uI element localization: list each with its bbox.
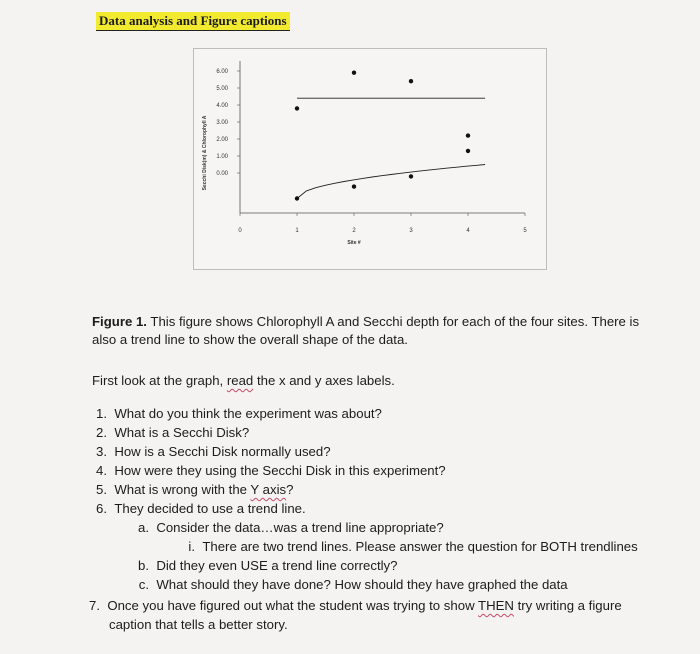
question-number: 5. bbox=[96, 482, 107, 497]
trendline-curve bbox=[297, 165, 485, 199]
scatter-chart bbox=[194, 49, 546, 269]
question-number: 4. bbox=[96, 463, 107, 478]
question-number: 3. bbox=[96, 444, 107, 459]
data-point bbox=[295, 196, 299, 200]
question-text-after: ? bbox=[286, 482, 294, 497]
question-number: 6. bbox=[96, 501, 107, 516]
data-point bbox=[352, 71, 356, 75]
question-5 bbox=[88, 481, 293, 499]
x-tick-label: 3 bbox=[409, 228, 413, 234]
data-point bbox=[409, 174, 413, 178]
question-7 bbox=[88, 597, 622, 615]
question-text: They decided to use a trend line. bbox=[114, 501, 306, 516]
y-tick-label: 0.00 bbox=[216, 171, 228, 177]
question-number: 2. bbox=[96, 425, 107, 440]
figure-caption bbox=[92, 313, 682, 349]
question-text-mark: Y axis bbox=[250, 482, 287, 497]
y-tick-label: 1.00 bbox=[216, 154, 228, 160]
question-text: What do you think the experiment was about? bbox=[114, 406, 382, 421]
data-point bbox=[466, 133, 470, 137]
question-text: Did they even USE a trend line correctly? bbox=[156, 558, 398, 573]
question-6 bbox=[88, 500, 306, 518]
question-6c bbox=[133, 576, 568, 594]
question-4 bbox=[88, 462, 446, 480]
question-text-after: try writing a figure bbox=[513, 598, 622, 613]
question-text: How were they using the Secchi Disk in this experiment? bbox=[114, 463, 446, 478]
question-text: There are two trend lines. Please answer the question for BOTH trendlines bbox=[202, 539, 638, 554]
question-text-before: Once you have figured out what the student was trying to show bbox=[107, 598, 479, 613]
x-tick-label: 5 bbox=[523, 228, 527, 234]
question-3 bbox=[88, 443, 331, 461]
question-7-line2 bbox=[109, 616, 288, 634]
intro-text bbox=[92, 372, 682, 390]
question-text-line2: caption that tells a better story. bbox=[109, 617, 288, 632]
question-text: Consider the data…was a trend line appropriate? bbox=[156, 520, 444, 535]
chart-frame bbox=[193, 48, 547, 270]
question-6a bbox=[133, 519, 444, 537]
caption-line2: also a trend line to show the overall shape of the data. bbox=[92, 332, 408, 347]
y-tick-label: 4.00 bbox=[216, 103, 228, 109]
data-point bbox=[409, 79, 413, 83]
question-text-mark: THEN bbox=[478, 598, 514, 613]
question-number: i. bbox=[188, 539, 195, 554]
question-number: b. bbox=[138, 558, 149, 573]
intro-after: the x and y axes labels. bbox=[253, 373, 395, 388]
question-text: What is a Secchi Disk? bbox=[114, 425, 250, 440]
page-heading: Data analysis and Figure captions bbox=[96, 12, 290, 31]
caption-label: Figure 1. bbox=[92, 314, 147, 329]
question-6a-i bbox=[185, 538, 638, 556]
x-tick-label: 2 bbox=[352, 228, 356, 234]
x-tick-label: 1 bbox=[295, 228, 299, 234]
x-tick-label: 0 bbox=[238, 228, 242, 234]
question-number: a. bbox=[138, 520, 149, 535]
question-number: c. bbox=[138, 577, 149, 592]
intro-before: First look at the graph, bbox=[92, 373, 227, 388]
x-tick-label: 4 bbox=[466, 228, 470, 234]
intro-word-read: read bbox=[226, 373, 254, 388]
caption-line1: This figure shows Chlorophyll A and Secchi depth for each of the four sites. There is bbox=[146, 314, 640, 329]
question-text: How is a Secchi Disk normally used? bbox=[114, 444, 331, 459]
question-1 bbox=[88, 405, 382, 423]
question-number: 1. bbox=[96, 406, 107, 421]
y-axis-label: Secchi Disk(m) & Chlorophyll A bbox=[202, 115, 208, 191]
data-point bbox=[466, 149, 470, 153]
data-point bbox=[295, 106, 299, 110]
question-text-before: What is wrong with the bbox=[114, 482, 251, 497]
question-number: 7. bbox=[89, 598, 100, 613]
question-2 bbox=[88, 424, 249, 442]
y-tick-label: 5.00 bbox=[216, 86, 228, 92]
x-axis-label: Site # bbox=[347, 240, 361, 246]
y-tick-label: 6.00 bbox=[216, 69, 228, 75]
question-6b bbox=[133, 557, 397, 575]
y-tick-label: 2.00 bbox=[216, 137, 228, 143]
y-tick-label: 3.00 bbox=[216, 120, 228, 126]
data-point bbox=[352, 184, 356, 188]
question-text: What should they have done? How should they have graphed the data bbox=[156, 577, 568, 592]
